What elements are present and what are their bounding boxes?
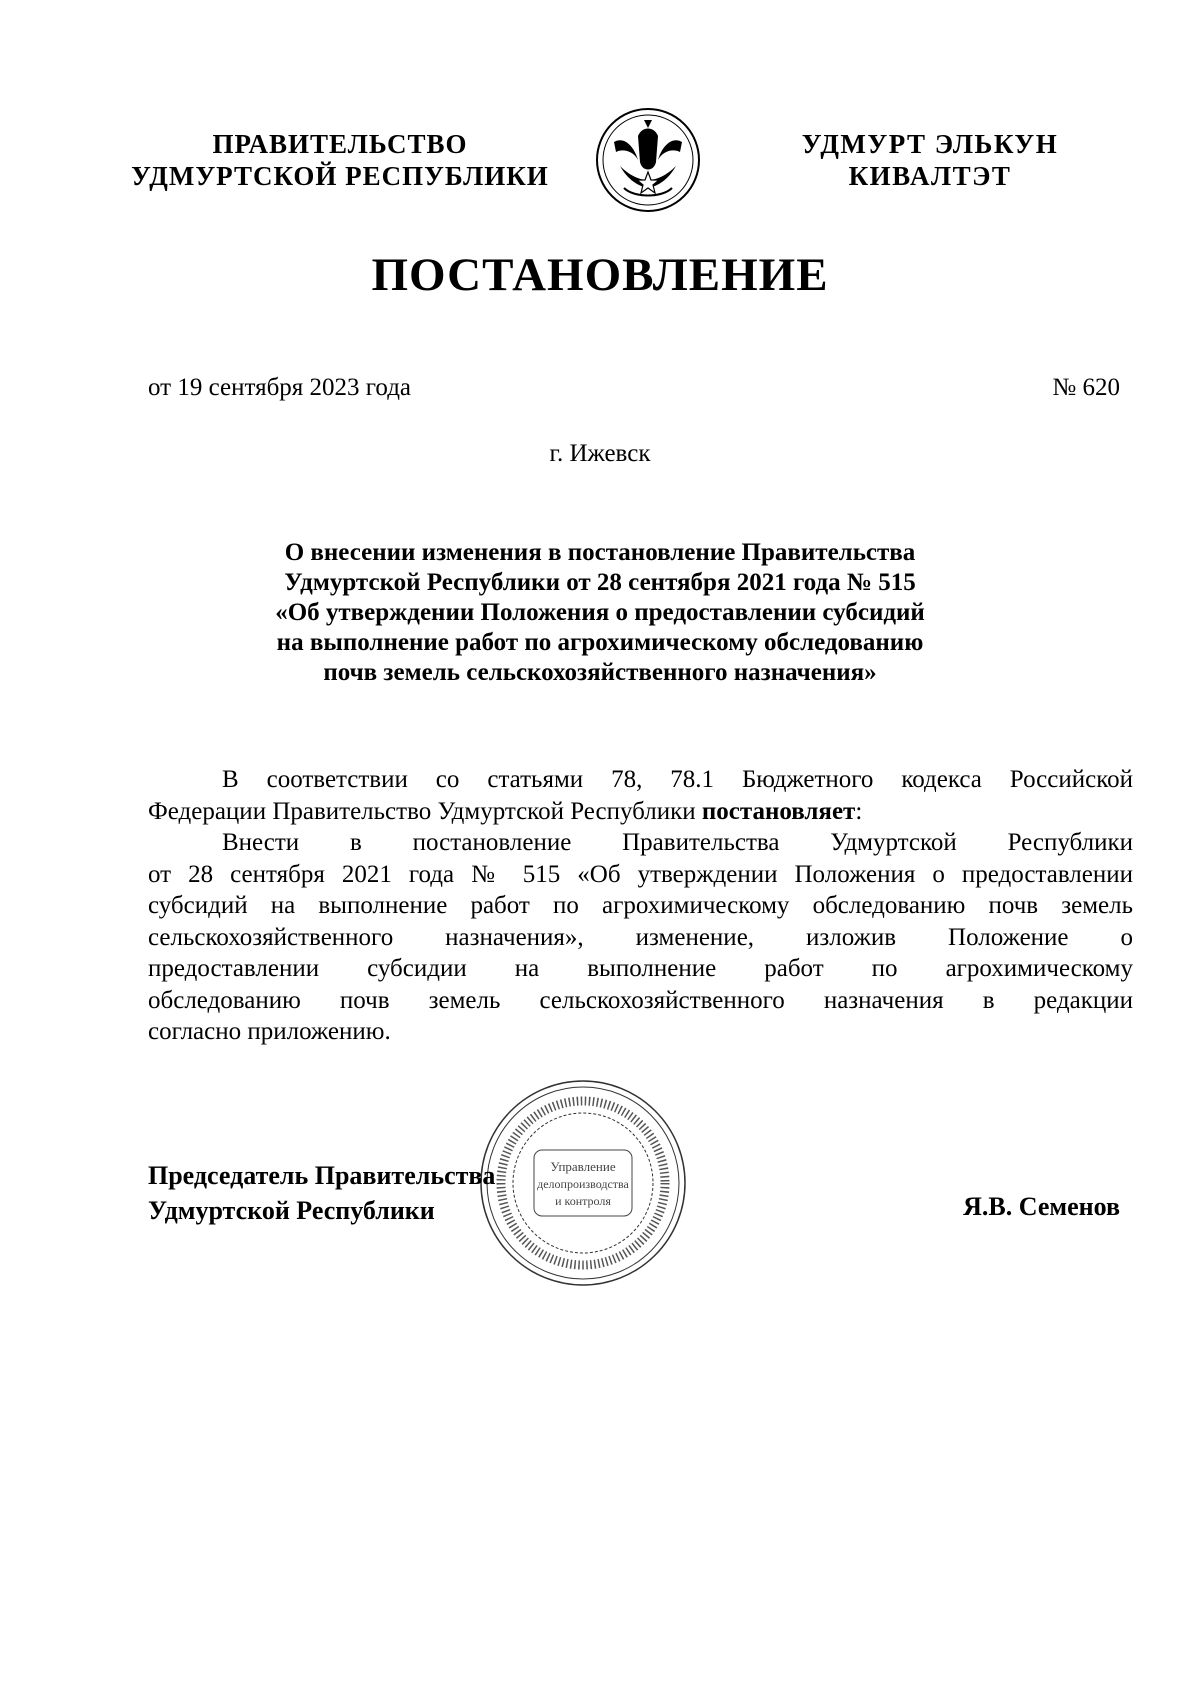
stamp-text-line: делопроизводства bbox=[537, 1177, 629, 1191]
body-paragraph1-line2 bbox=[148, 796, 1133, 828]
body-paragraph2-line: обследованию почв земель сельскохозяйственного назначения в редакции bbox=[148, 986, 1133, 1014]
signatory-position-line2: Удмуртской Республики bbox=[148, 1196, 435, 1225]
body-preamble-text: Федерации Правительство Удмуртской Республики bbox=[148, 797, 702, 825]
body-resolves-word: постановляет bbox=[701, 797, 856, 825]
document-subject bbox=[180, 538, 1020, 688]
document-body bbox=[148, 764, 1133, 1048]
government-name-line1: ПРАВИТЕЛЬСТВО bbox=[212, 129, 468, 159]
government-name-russian bbox=[120, 128, 560, 192]
subject-line: «Об утверждении Положения о предоставлении субсидий bbox=[275, 599, 925, 626]
government-name-udmurt bbox=[770, 128, 1090, 192]
document-type-title: ПОСТАНОВЛЕНИЕ bbox=[371, 249, 829, 301]
body-paragraph2-line: согласно приложению. bbox=[148, 1018, 391, 1045]
signatory-name: Я.В. Семенов bbox=[963, 1192, 1120, 1221]
subject-line: Удмуртской Республики от 28 сентября 2021 года № 515 bbox=[284, 569, 916, 596]
subject-line: О внесении изменения в постановление Правительства bbox=[284, 539, 916, 566]
signatory-position bbox=[148, 1158, 495, 1228]
document-city: г. Ижевск bbox=[549, 440, 651, 467]
official-stamp-icon bbox=[478, 1078, 688, 1288]
body-paragraph2-line: предоставлении субсидии на выполнение работ по агрохимическому bbox=[148, 955, 1133, 982]
subject-line: на выполнение работ по агрохимическому обследованию bbox=[276, 629, 924, 656]
udmurt-name-line2: КИВАЛТЭТ bbox=[848, 161, 1012, 191]
body-colon: : bbox=[855, 797, 863, 825]
body-paragraph2-line: от 28 сентября 2021 года № 515 «Об утверждении Положения о предоставлении bbox=[148, 860, 1133, 888]
document-date: от 19 сентября 2023 года bbox=[148, 374, 412, 401]
stamp-text-line: Управление bbox=[550, 1159, 616, 1174]
body-paragraph2-line: Внести в постановление Правительства Удмуртской Республики bbox=[222, 829, 1133, 856]
udmurt-emblem-icon bbox=[594, 106, 702, 214]
government-name-line2: УДМУРТСКОЙ РЕСПУБЛИКИ bbox=[131, 161, 549, 191]
udmurt-name-line1: УДМУРТ ЭЛЬКУН bbox=[801, 129, 1059, 159]
body-paragraph2-line: субсидий на выполнение работ по агрохимическому обследованию почв земель bbox=[148, 892, 1133, 919]
document-number: № 620 bbox=[1052, 374, 1120, 401]
stamp-text-line: и контроля bbox=[555, 1194, 611, 1208]
subject-line: почв земель сельскохозяйственного назначения» bbox=[323, 659, 877, 686]
body-paragraph1-line1: В соответствии со статьями 78, 78.1 Бюджетного кодекса Российской bbox=[222, 766, 1133, 793]
signatory-position-line1: Председатель Правительства bbox=[148, 1161, 496, 1190]
body-paragraph2-line: сельскохозяйственного назначения», изменение, изложив Положение о bbox=[148, 923, 1133, 951]
